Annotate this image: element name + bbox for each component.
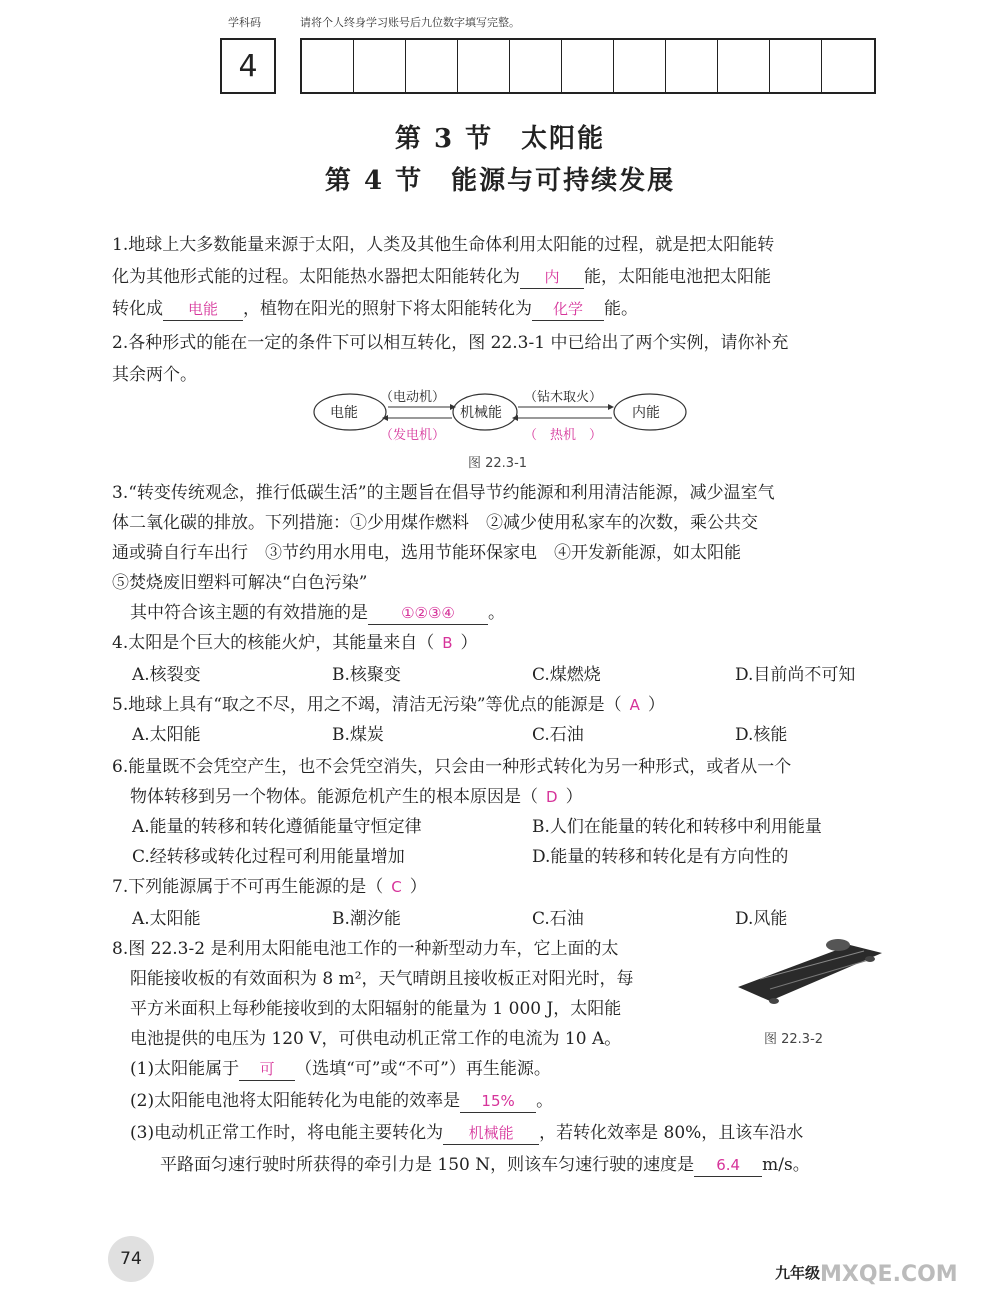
q5-option-a[interactable]: A.太阳能 <box>132 725 201 745</box>
wheel <box>769 998 779 1004</box>
figure-label-1: 图 22.3-1 <box>468 456 528 471</box>
answer-heat-engine: （ 热机 ） <box>524 428 603 443</box>
driver-canopy <box>826 939 850 951</box>
q6-line1: 6.能量既不会凭空产生，也不会凭空消失，只会由一种形式转化为另一种形式，或者从一个 <box>112 757 792 777</box>
q8-line3: 平方米面积上每秒能接收到的太阳辐射的能量为 1 000 J，太阳能 <box>130 999 622 1019</box>
q8-answer-2[interactable]: 15% <box>460 1090 536 1113</box>
id-cell[interactable] <box>718 40 770 92</box>
q8-line4: 电池提供的电压为 120 V，可供电动机正常工作的电流为 10 A。 <box>130 1029 622 1049</box>
watermark: MXQE.COM <box>820 1262 958 1287</box>
node-mechanical: 机械能 <box>460 405 502 421</box>
q5-option-d[interactable]: D.核能 <box>735 725 788 745</box>
q4-answer[interactable]: B <box>442 634 453 652</box>
q5-answer[interactable]: A <box>629 696 640 714</box>
q1-answer-3[interactable]: 化学 <box>532 298 604 321</box>
id-cell[interactable] <box>458 40 510 92</box>
arrow-2-top-head <box>608 404 614 410</box>
q6-option-b[interactable]: B.人们在能量的转化和转移中利用能量 <box>532 817 822 837</box>
q8-answer-4[interactable]: 6.4 <box>694 1154 762 1177</box>
section-title-3: 第 3 节 太阳能 <box>394 124 606 154</box>
q6-option-d[interactable]: D.能量的转移和转化是有方向性的 <box>532 847 789 867</box>
q4-stem: 4.太阳是个巨大的核能火炉，其能量来自（ B ） <box>112 633 478 653</box>
id-cell[interactable] <box>562 40 614 92</box>
q3-answer[interactable]: ①②③④ <box>368 602 488 625</box>
q1-answer-1[interactable]: 内 <box>520 266 584 289</box>
q8-sub3-cont: 平路面匀速行驶时所获得的牵引力是 150 N，则该车匀速行驶的速度是 6.4 m/s。 <box>160 1155 810 1175</box>
q3-line5: 其中符合该主题的有效措施的是 ①②③④ 。 <box>130 603 505 623</box>
q7-option-d[interactable]: D.风能 <box>735 909 788 929</box>
q8-line2: 阳能接收板的有效面积为 8 m²，天气晴朗且接收板正对阳光时，每 <box>130 969 634 989</box>
q2-line2: 其余两个。 <box>112 365 197 385</box>
label-motor: （电动机） <box>380 390 446 405</box>
q7-option-c[interactable]: C.石油 <box>532 909 584 929</box>
q7-option-b[interactable]: B.潮汐能 <box>332 909 401 929</box>
id-cell[interactable] <box>822 40 874 92</box>
node-internal: 内能 <box>632 405 660 421</box>
q5-stem: 5.地球上具有“取之不尽，用之不竭，清洁无污染”等优点的能源是（ A ） <box>112 695 665 715</box>
grade-label: 九年级 <box>775 1264 821 1282</box>
section-title-4: 第 4 节 能源与可持续发展 <box>324 166 676 196</box>
q5-option-c[interactable]: C.石油 <box>532 725 584 745</box>
answer-generator: （发电机） <box>380 428 446 443</box>
q6-answer[interactable]: D <box>546 788 558 806</box>
q6-option-c[interactable]: C.经转移或转化过程可利用能量增加 <box>132 847 405 867</box>
q1-line1: 1.地球上大多数能量来源于太阳，人类及其他生命体利用太阳能的过程，就是把太阳能转 <box>112 235 775 255</box>
q5-option-b[interactable]: B.煤炭 <box>332 725 384 745</box>
figure-label-2: 图 22.3-2 <box>764 1032 824 1047</box>
id-cell[interactable] <box>302 40 354 92</box>
subject-code-box: 4 <box>220 38 276 94</box>
instruction-text: 请将个人终身学习账号后九位数字填写完整。 <box>300 16 520 29</box>
q3-line4: ⑤焚烧废旧塑料可解决“白色污染” <box>112 573 368 593</box>
q4-option-b[interactable]: B.核聚变 <box>332 665 401 685</box>
q4-option-a[interactable]: A.核裂变 <box>132 665 201 685</box>
q1-line2: 化为其他形式能的过程。太阳能热水器把太阳能转化为 内 能，太阳能电池把太阳能 <box>112 267 771 287</box>
q7-stem: 7.下列能源属于不可再生能源的是（ C ） <box>112 877 427 897</box>
q3-line2: 体二氧化碳的排放。下列措施：①少用煤作燃料 ②减少使用私家车的次数，乘公共交 <box>112 513 758 533</box>
q1-answer-2[interactable]: 电能 <box>163 298 243 321</box>
q8-sub1: (1)太阳能属于 可 （选填“可”或“不可”）再生能源。 <box>130 1059 551 1079</box>
wheel <box>865 956 875 962</box>
id-cell[interactable] <box>666 40 718 92</box>
q4-option-d[interactable]: D.目前尚不可知 <box>735 665 856 685</box>
label-drill-fire: （钻木取火） <box>524 390 603 405</box>
q8-line1: 8.图 22.3-2 是利用太阳能电池工作的一种新型动力车，它上面的太 <box>112 939 619 959</box>
q8-answer-1[interactable]: 可 <box>239 1058 295 1081</box>
q3-line3: 通或骑自行车出行 ③节约用水用电，选用节能环保家电 ④开发新能源，如太阳能 <box>112 543 741 563</box>
id-cell[interactable] <box>354 40 406 92</box>
q7-answer[interactable]: C <box>391 878 402 896</box>
q4-option-c[interactable]: C.煤燃烧 <box>532 665 601 685</box>
q8-sub3: (3)电动机正常工作时，将电能主要转化为 机械能 ，若转化效率是 80%，且该车沿水 <box>130 1123 804 1143</box>
solar-car-image <box>730 935 890 1015</box>
subject-code-label: 学科码 <box>228 16 261 29</box>
q7-option-a[interactable]: A.太阳能 <box>132 909 201 929</box>
q6-option-a[interactable]: A.能量的转移和转化遵循能量守恒定律 <box>132 817 422 837</box>
id-cell[interactable] <box>406 40 458 92</box>
q1-line3: 转化成 电能 ，植物在阳光的照射下将太阳能转化为 化学 能。 <box>112 299 638 319</box>
q8-sub2: (2)太阳能电池将太阳能转化为电能的效率是 15% 。 <box>130 1091 554 1111</box>
q3-line1: 3.“转变传统观念，推行低碳生活”的主题旨在倡导节约能源和利用清洁能源，减少温室气 <box>112 483 775 503</box>
page-number: 74 <box>108 1236 154 1282</box>
q6-line2: 物体转移到另一个物体。能源危机产生的根本原因是（ D ） <box>130 787 583 807</box>
q2-line1: 2.各种形式的能在一定的条件下可以相互转化，图 22.3-1 中已给出了两个实例，请你补充 <box>112 333 789 353</box>
solar-panel <box>738 945 882 1001</box>
id-number-grid[interactable] <box>300 38 876 94</box>
id-cell[interactable] <box>770 40 822 92</box>
node-electric: 电能 <box>330 405 358 421</box>
id-cell[interactable] <box>510 40 562 92</box>
id-cell[interactable] <box>614 40 666 92</box>
q8-answer-3[interactable]: 机械能 <box>443 1122 539 1145</box>
